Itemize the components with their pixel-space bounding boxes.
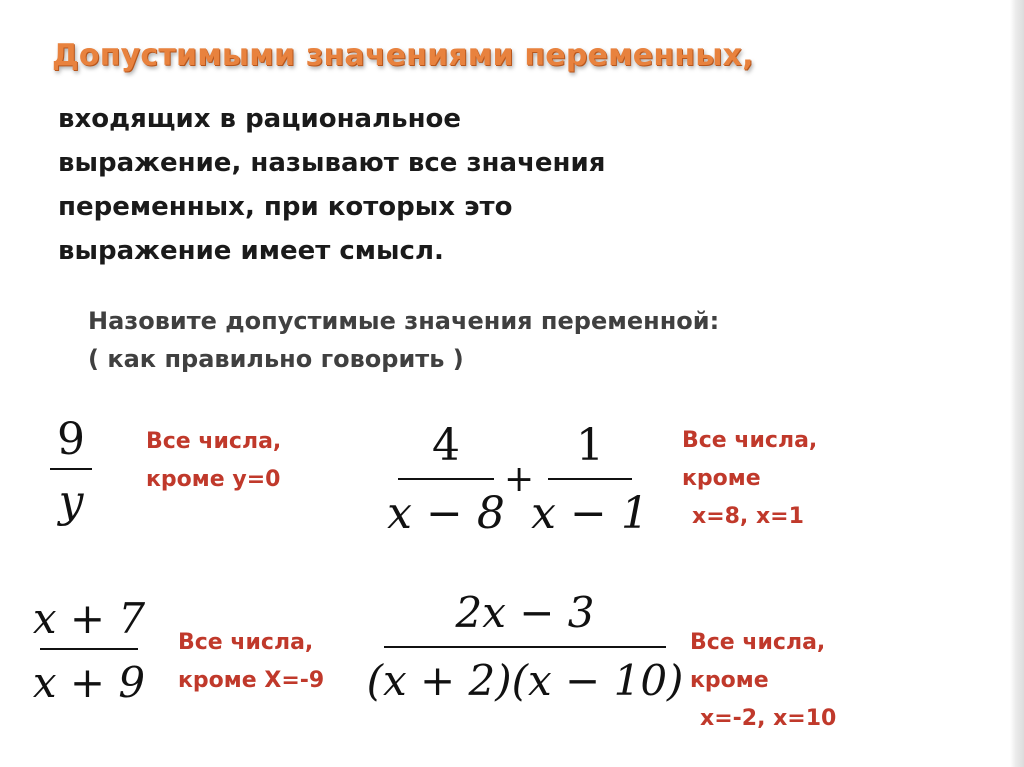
example-2-term-2 xyxy=(531,420,649,539)
example-2-term-1 xyxy=(387,420,505,539)
task-prompt xyxy=(88,302,948,378)
example-2-answer-line-1: Все числа, xyxy=(682,428,818,453)
example-4-denominator: (x + 2)(x − 10) xyxy=(366,656,684,705)
example-2-term-2-denominator: x − 1 xyxy=(531,488,649,539)
example-2-plus-operator: + xyxy=(504,459,535,500)
definition-line-3: переменных, при которых это xyxy=(58,192,513,222)
slide-right-border xyxy=(1010,0,1024,767)
prompt-line-2: ( как правильно говорить ) xyxy=(88,345,464,373)
example-2-answer-line-3: х=8, х=1 xyxy=(692,504,804,529)
definition-line-2: выражение, называют все значения xyxy=(58,148,606,178)
definition-line-4: выражение имеет смысл. xyxy=(58,236,444,266)
example-3-fraction-bar xyxy=(40,648,138,650)
example-1-numerator: 9 xyxy=(57,414,85,465)
definition-line-1: входящих в рациональное xyxy=(58,104,462,134)
example-3-denominator: x + 9 xyxy=(32,658,146,707)
example-1-answer xyxy=(146,423,281,499)
example-2-answer-line-2: кроме xyxy=(682,466,761,491)
example-4-fraction-bar xyxy=(384,646,666,648)
example-3-fraction xyxy=(32,594,146,707)
example-4-answer-line-3: х=-2, х=10 xyxy=(700,706,837,731)
example-1-answer-line-1: Все числа, xyxy=(146,429,282,454)
example-1-fraction xyxy=(50,414,92,527)
example-2-term-1-denominator: x − 8 xyxy=(387,488,505,539)
example-3-answer-line-2: кроме Х=-9 xyxy=(178,668,325,693)
example-2-term-2-bar xyxy=(548,478,632,480)
example-4-fraction xyxy=(366,588,684,705)
example-1-fraction-bar xyxy=(50,468,92,470)
example-2-term-2-numerator: 1 xyxy=(576,420,604,471)
example-2-term-1-bar xyxy=(398,478,494,480)
example-1-answer-line-2: кроме у=0 xyxy=(146,467,281,492)
example-3-answer-line-1: Все числа, xyxy=(178,630,314,655)
example-4-answer xyxy=(690,624,836,738)
example-2-answer xyxy=(682,422,817,536)
example-3-numerator: x + 7 xyxy=(32,594,146,643)
example-4-numerator: 2x − 3 xyxy=(455,588,595,637)
slide-title: Допустимыми значениями переменных, xyxy=(52,38,754,73)
example-4-answer-line-2: кроме xyxy=(690,668,769,693)
example-2-term-1-numerator: 4 xyxy=(432,420,460,471)
example-1-denominator: y xyxy=(58,476,84,527)
example-3-answer xyxy=(178,624,324,700)
prompt-line-1: Назовите допустимые значения переменной: xyxy=(88,307,720,335)
example-4-answer-line-1: Все числа, xyxy=(690,630,826,655)
definition-text xyxy=(58,97,758,273)
